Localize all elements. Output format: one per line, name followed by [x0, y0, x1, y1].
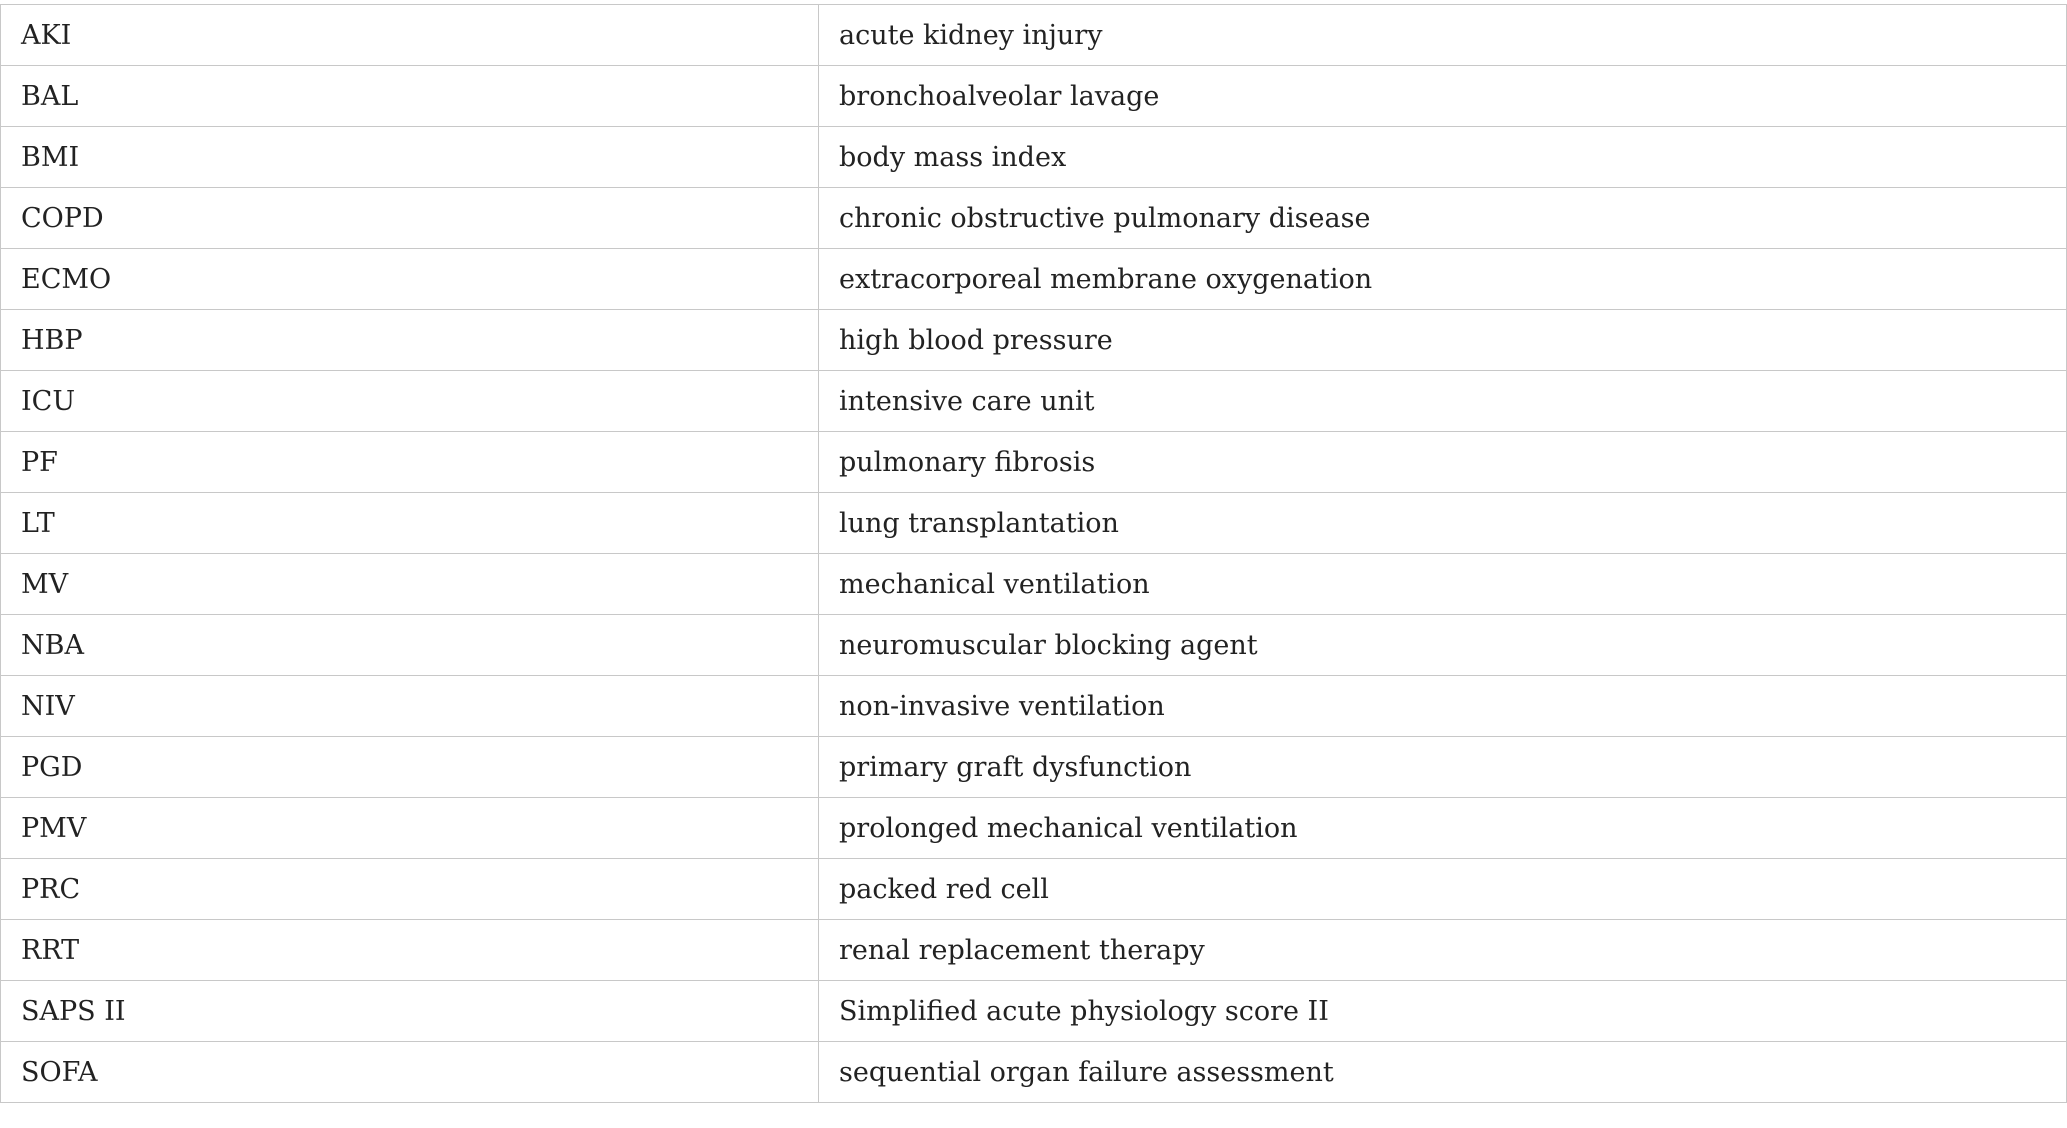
definition-cell: acute kidney injury	[819, 5, 2067, 66]
abbreviations-table-body	[1, 5, 2067, 1103]
abbreviation-cell: COPD	[1, 188, 819, 249]
definition-cell: extracorporeal membrane oxygenation	[819, 249, 2067, 310]
abbreviation-cell: AKI	[1, 5, 819, 66]
definition-cell: pulmonary fibrosis	[819, 432, 2067, 493]
abbreviation-cell: MV	[1, 554, 819, 615]
abbreviation-cell: ECMO	[1, 249, 819, 310]
definition-cell: renal replacement therapy	[819, 920, 2067, 981]
table-row	[1, 1042, 2067, 1103]
definition-cell: lung transplantation	[819, 493, 2067, 554]
table-row	[1, 798, 2067, 859]
abbreviation-cell: NIV	[1, 676, 819, 737]
table-row	[1, 188, 2067, 249]
table-row	[1, 5, 2067, 66]
definition-cell: high blood pressure	[819, 310, 2067, 371]
table-row	[1, 676, 2067, 737]
definition-cell: sequential organ failure assessment	[819, 1042, 2067, 1103]
table-row	[1, 371, 2067, 432]
definition-cell: bronchoalveolar lavage	[819, 66, 2067, 127]
abbreviation-cell: SAPS II	[1, 981, 819, 1042]
table-row	[1, 432, 2067, 493]
table-row	[1, 66, 2067, 127]
table-row	[1, 920, 2067, 981]
definition-cell: packed red cell	[819, 859, 2067, 920]
definition-cell: primary graft dysfunction	[819, 737, 2067, 798]
abbreviation-cell: SOFA	[1, 1042, 819, 1103]
abbreviation-cell: PGD	[1, 737, 819, 798]
abbreviation-cell: NBA	[1, 615, 819, 676]
abbreviation-cell: BAL	[1, 66, 819, 127]
abbreviation-cell: ICU	[1, 371, 819, 432]
table-row	[1, 554, 2067, 615]
table-row	[1, 249, 2067, 310]
table-row	[1, 859, 2067, 920]
abbreviation-cell: RRT	[1, 920, 819, 981]
definition-cell: chronic obstructive pulmonary disease	[819, 188, 2067, 249]
abbreviation-cell: BMI	[1, 127, 819, 188]
abbreviations-table	[0, 4, 2067, 1103]
table-row	[1, 310, 2067, 371]
abbreviation-cell: HBP	[1, 310, 819, 371]
table-row	[1, 615, 2067, 676]
definition-cell: non-invasive ventilation	[819, 676, 2067, 737]
definition-cell: body mass index	[819, 127, 2067, 188]
definition-cell: neuromuscular blocking agent	[819, 615, 2067, 676]
table-row	[1, 981, 2067, 1042]
abbreviation-cell: PRC	[1, 859, 819, 920]
abbreviation-cell: PMV	[1, 798, 819, 859]
table-row	[1, 127, 2067, 188]
table-row	[1, 493, 2067, 554]
table-row	[1, 737, 2067, 798]
abbreviation-cell: PF	[1, 432, 819, 493]
definition-cell: intensive care unit	[819, 371, 2067, 432]
definition-cell: mechanical ventilation	[819, 554, 2067, 615]
abbreviation-cell: LT	[1, 493, 819, 554]
definition-cell: Simplified acute physiology score II	[819, 981, 2067, 1042]
definition-cell: prolonged mechanical ventilation	[819, 798, 2067, 859]
